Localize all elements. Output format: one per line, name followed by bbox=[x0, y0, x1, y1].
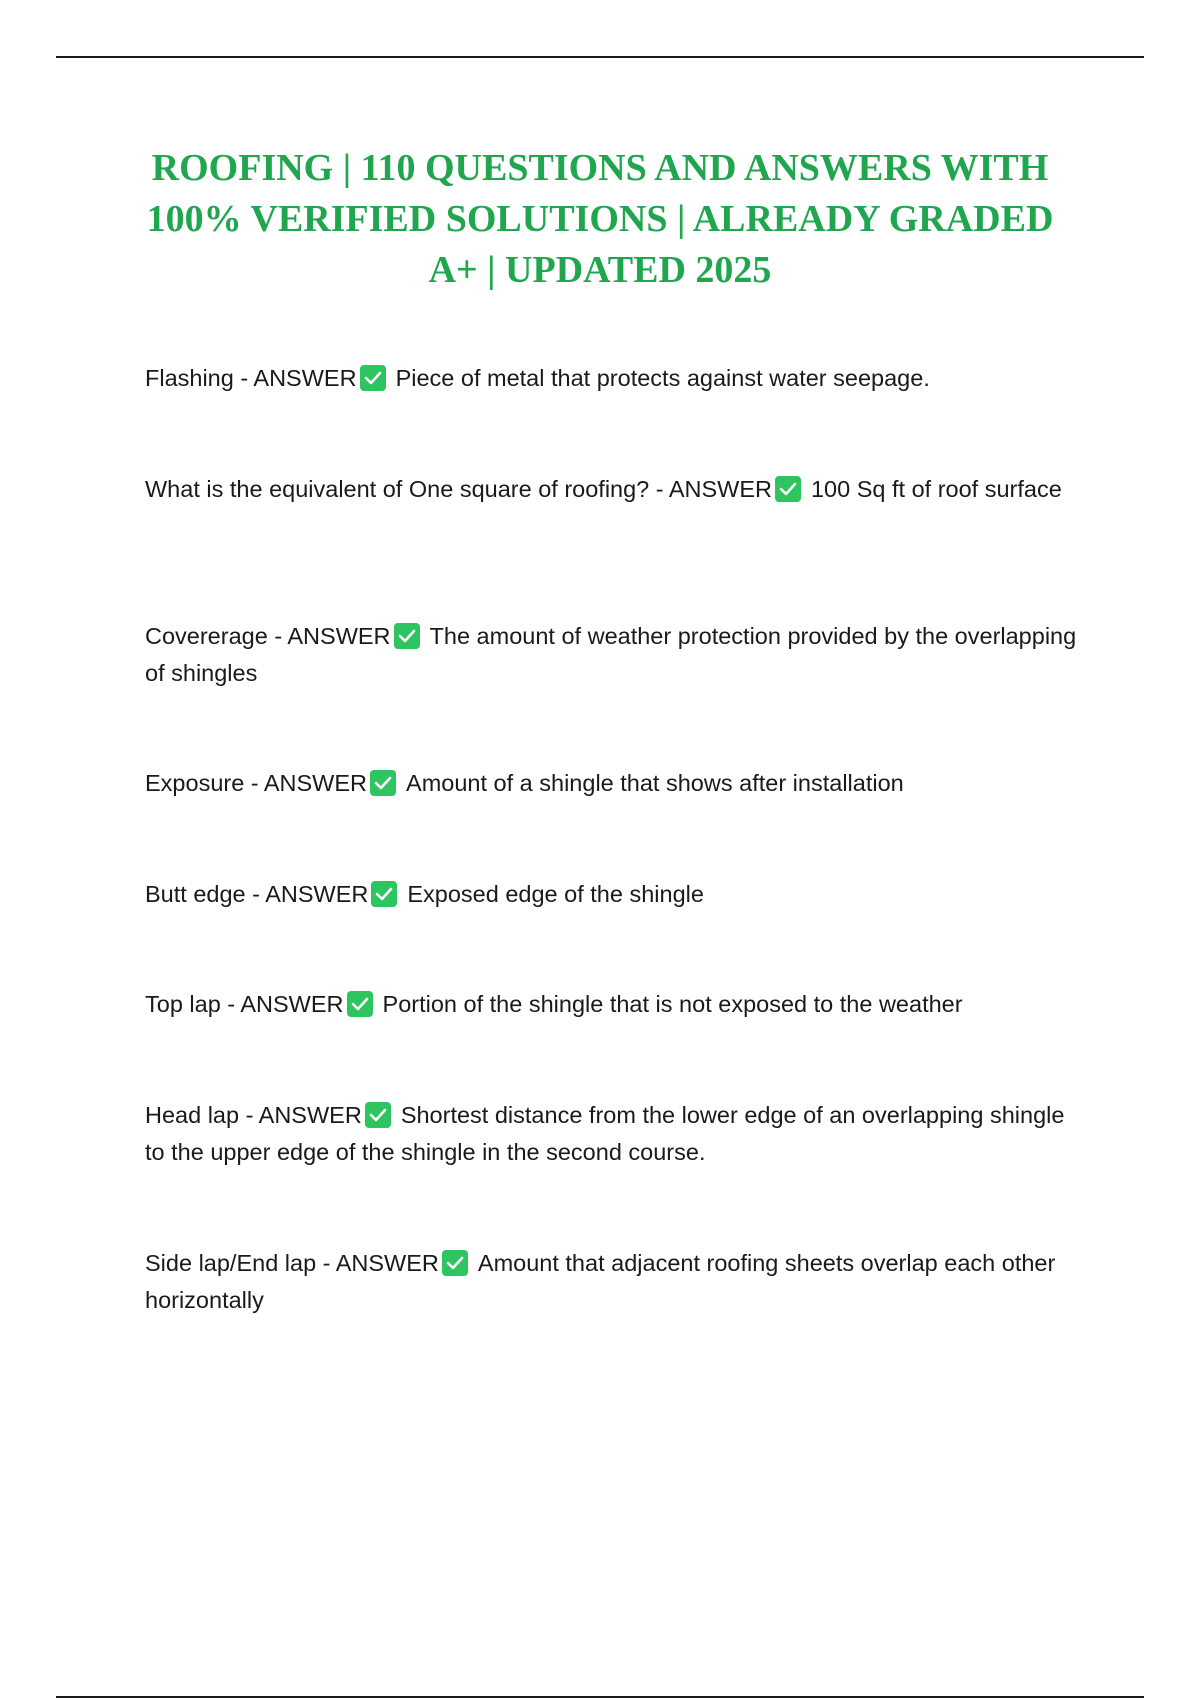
question-text: Butt edge - ANSWER bbox=[145, 881, 369, 907]
question-text: Covererage - ANSWER bbox=[145, 623, 391, 649]
bottom-rule bbox=[56, 1696, 1144, 1698]
question-text: Flashing - ANSWER bbox=[145, 365, 357, 391]
question-text: Exposure - ANSWER bbox=[145, 770, 368, 796]
checkmark-box-icon bbox=[442, 1250, 468, 1276]
answer-text: Shortest distance from the lower edge of an overlapping shingle to the upper edge of the shingle in the second course. bbox=[145, 1102, 1065, 1165]
answer-text: 100 Sq ft of roof surface bbox=[810, 476, 1062, 502]
qa-item bbox=[145, 765, 1090, 802]
question-text: What is the equivalent of One square of roofing? - ANSWER bbox=[145, 476, 772, 502]
checkmark-box-icon bbox=[371, 881, 397, 907]
answer-text: Piece of metal that protects against water seepage. bbox=[395, 365, 930, 391]
checkmark-box-icon bbox=[775, 476, 801, 502]
checkmark-box-icon bbox=[394, 623, 420, 649]
checkmark-box-icon bbox=[347, 991, 373, 1017]
question-text: Side lap/End lap - ANSWER bbox=[145, 1250, 439, 1276]
question-text: Top lap - ANSWER bbox=[145, 991, 344, 1017]
answer-text: Amount that adjacent roofing sheets overlap each other horizontally bbox=[145, 1250, 1056, 1313]
qa-item bbox=[145, 471, 1090, 508]
checkmark-box-icon bbox=[365, 1102, 391, 1128]
qa-item bbox=[145, 360, 1090, 397]
qa-item bbox=[145, 618, 1090, 692]
qa-item bbox=[145, 876, 1090, 913]
document-title: ROOFING | 110 QUESTIONS AND ANSWERS WITH 100% VERIFIED SOLUTIONS | ALREADY GRADED A+ | UPDATED 2025 bbox=[146, 147, 1054, 291]
top-rule bbox=[56, 56, 1144, 58]
checkmark-box-icon bbox=[370, 770, 396, 796]
qa-item bbox=[145, 986, 1090, 1023]
qa-item bbox=[145, 1245, 1090, 1319]
question-text: Head lap - ANSWER bbox=[145, 1102, 362, 1128]
answer-text: Portion of the shingle that is not exposed to the weather bbox=[382, 991, 963, 1017]
answer-text: Exposed edge of the shingle bbox=[407, 881, 704, 907]
qa-item bbox=[145, 1097, 1090, 1171]
checkmark-box-icon bbox=[360, 365, 386, 391]
answer-text: Amount of a shingle that shows after installation bbox=[406, 770, 904, 796]
answer-text: The amount of weather protection provided by the overlapping of shingles bbox=[145, 623, 1077, 686]
